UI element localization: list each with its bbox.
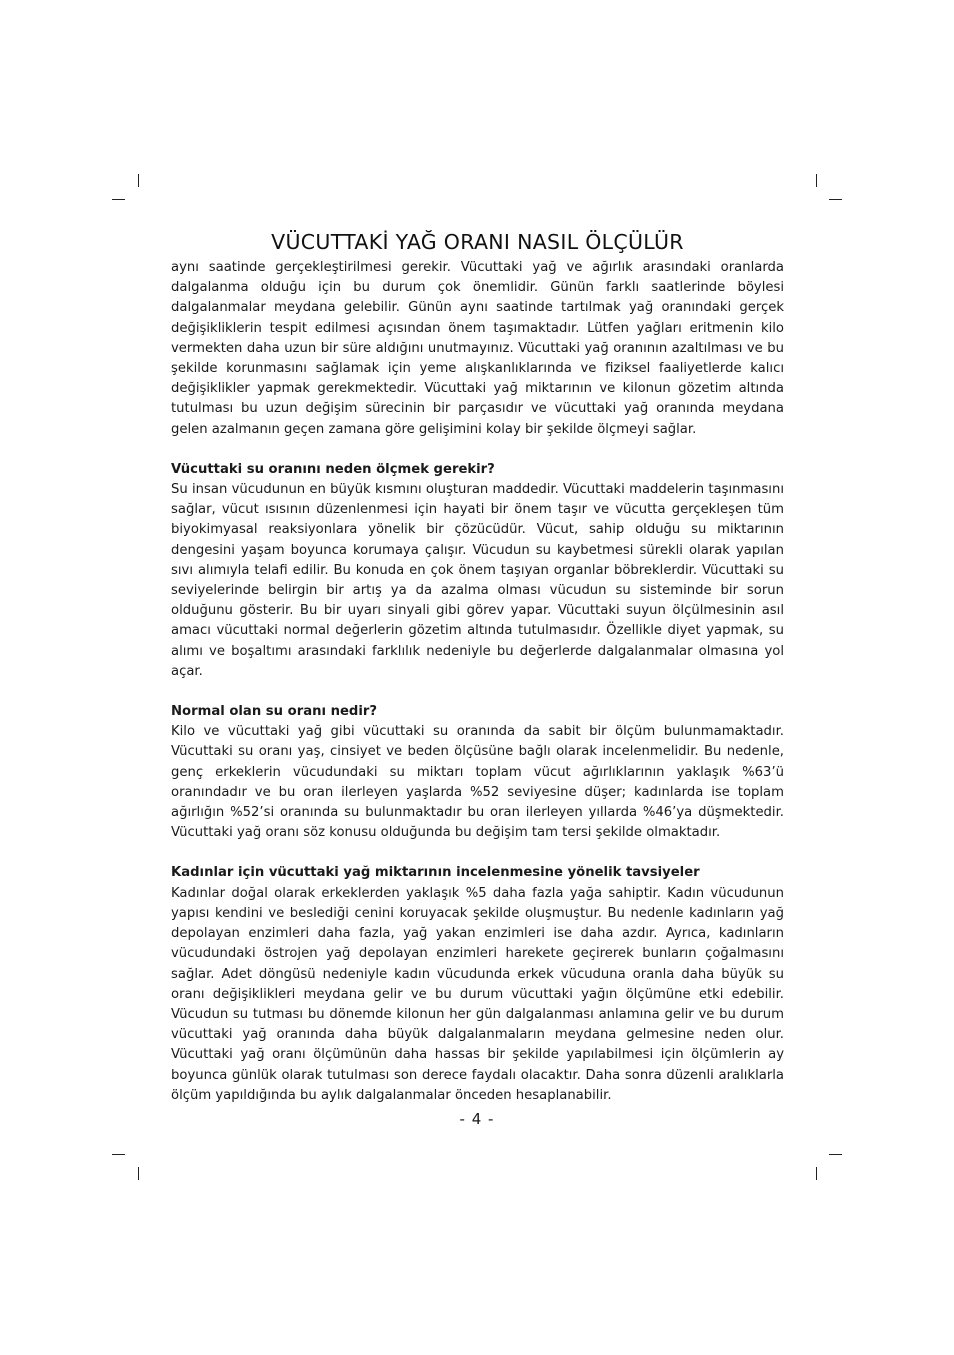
crop-mark-bottom-right-horizontal	[829, 1154, 842, 1155]
section-heading: Vücuttaki su oranını neden ölçmek gerekir?	[171, 461, 495, 477]
crop-mark-bottom-left-horizontal	[112, 1154, 125, 1155]
page-title: VÜCUTTAKİ YAĞ ORANI NASIL ÖLÇÜLÜR	[271, 230, 684, 254]
crop-mark-bottom-right-vertical	[816, 1167, 817, 1180]
section-body: Kadınlar doğal olarak erkeklerden yaklaşık %5 daha fazla yağa sahiptir. Kadın vücudunun yapısı kendini ve beslediği cenini koruyacak şekilde oluşmuştur. Bu nedenle kadınların yağ depolayan enzimleri daha fazla, yağ yakan enzimleri ise daha azdır. Ayrıca, kadınların vücudundaki östrojen yağ depolayan enzimleri harekete geçirerek bunların çoğalmasını sağlar. Adet döngüsü nedeniyle kadın vücudunda erkek vücuduna oranla daha büyük su oranı değişiklikleri meydana gelir ve bu durum vücuttaki yağın ölçümüne etki edebilir. Vücudun su tutması bu dönemde kilonun her gün dalgalanması anlamına gelir ve bu durum vücuttaki yağ oranında daha büyük dalgalanmaların meydana gelmesine neden olur. Vücuttaki yağ oranı ölçümünün daha hassas bir şekilde yapılabilmesi için ölçümlerin ay boyunca günlük olarak tutulması son derece faydalı olacaktır. Daha sonra düzenli aralıklarla ölçüm yapıldığında bu aylık dalgalanmalar önceden hesaplanabilir.	[171, 885, 784, 1103]
section-heading: Kadınlar için vücuttaki yağ miktarının incelenmesine yönelik tavsiyeler	[171, 865, 700, 881]
document-content	[171, 228, 784, 1106]
crop-mark-top-left-vertical	[138, 174, 139, 187]
crop-mark-top-left-horizontal	[112, 199, 125, 200]
intro-paragraph: aynı saatinde gerçekleştirilmesi gerekir. Vücuttaki yağ ve ağırlık arasındaki oranlarda dalgalanma olduğu için bu durum çok önemlidir. Günün farklı saatlerinde böylesi dalgalanmalar meydana gelebilir. Günün aynı saatinde tartılmak yağ oranındaki gerçek değişikliklerin tespit edilmesi açısından önem taşımaktadır. Lütfen yağları eritmenin kilo vermekten daha uzun bir süre aldığını unutmayınız. Vücuttaki yağ oranının azaltılması ve bu şekilde korunmasını sağlamak için yeme alışkanlıklarında ve fiziksel faaliyetlerde kalıcı değişiklikler yapmak gerekmektedir. Vücuttaki yağ miktarının ve kilonun gözetim altında tutulması bu uzun değişim sürecinin bir parçasıdır ve vücuttaki yağ oranında meydana gelen azalmanın geçen zamana göre gelişimini kolay bir şekilde ölçmeyi sağlar.	[171, 260, 784, 437]
section-body: Kilo ve vücuttaki yağ gibi vücuttaki su oranında da sabit bir ölçüm bulunmamaktadır. Vücuttaki su oranı yaş, cinsiyet ve beden ölçüsüne bağlı olarak incelenmelidir. Bu nedenle, genç erkeklerin vücudundaki su miktarı toplam vücut ağırlıklarının yaklaşık %63’ü oranındadır ve bu oran ilerleyen yaşlarda %52 seviyesine düşer; kadınlarda ise toplam ağırlığın %52’si oranında su bulunmaktadır bu oran ilerleyen yıllarda %46’ya düşmektedir. Vücuttaki yağ oranı söz konusu olduğunda bu değişim tam tersi şekilde olmaktadır.	[171, 724, 784, 841]
section-normal-water-ratio	[171, 702, 784, 843]
section-body: Su insan vücudunun en büyük kısmını oluşturan maddedir. Vücuttaki maddelerin taşınmasını sağlar, vücut ısısının düzenlenmesi için hayati bir önem taşır ve vücutta gerçekleşen tüm biyokimyasal reaksiyonlara yönelik bir çözücüdür. Vücut, sahip olduğu su miktarının dengesini yaşam boyunca korumaya çalışır. Vücudun su kaybetmesi sürekli olarak yapılan sıvı alımıyla telafi edilir. Bu konuda en çok önem taşıyan organlar böbreklerdir. Vücuttaki su seviyelerinde belirgin bir artış ya da azalma olması vücudun su sisteminde bir sorun olduğunu gösterir. Bu bir uyarı sinyali gibi görev yapar. Vücuttaki suyun ölçülmesinin asıl amacı vücuttaki normal değerlerin gözetim altında tutulmasıdır. Özellikle diyet yapmak, su alımı ve boşaltımı arasındaki farklılık nedeniyle bu değerlerde dalgalanmalar olmasına yol açar.	[171, 482, 784, 679]
section-heading: Normal olan su oranı nedir?	[171, 704, 378, 720]
crop-mark-top-right-vertical	[816, 174, 817, 187]
crop-mark-bottom-left-vertical	[138, 1167, 139, 1180]
section-why-measure-water	[171, 460, 784, 682]
crop-mark-top-right-horizontal	[829, 199, 842, 200]
page-number: - 4 -	[459, 1110, 495, 1128]
section-women-fat-advice	[171, 863, 784, 1105]
